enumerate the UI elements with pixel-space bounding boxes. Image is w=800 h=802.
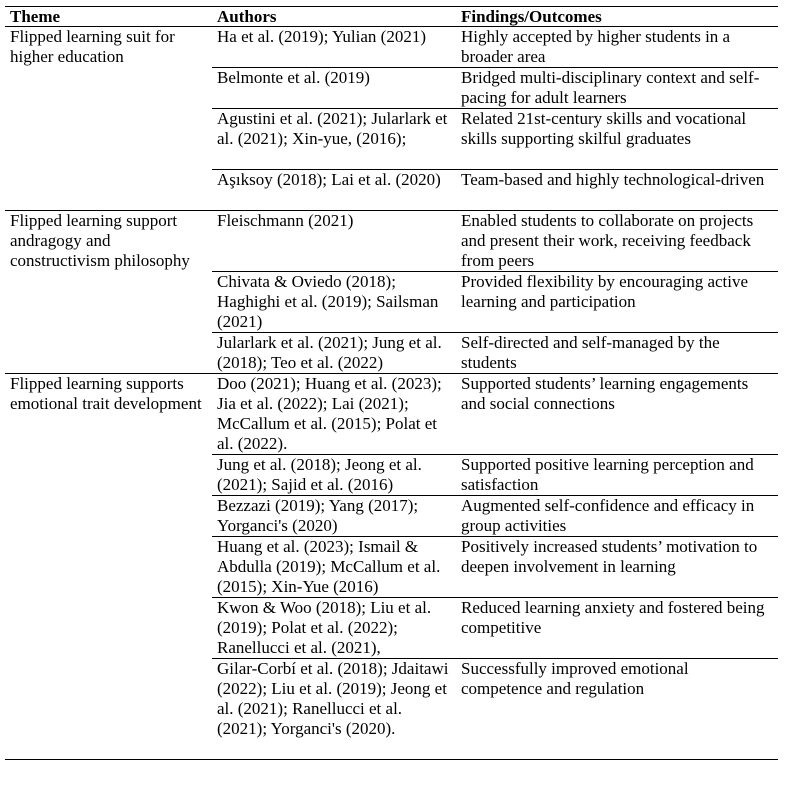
authors-cell: Jung et al. (2018); Jeong et al. (2021); Sajid et al. (2016)	[212, 455, 456, 496]
findings-cell: Bridged multi-disciplinary context and self-pacing for adult learners	[456, 68, 778, 109]
findings-cell: Highly accepted by higher students in a broader area	[456, 27, 778, 68]
literature-table	[5, 6, 778, 760]
findings-cell: Supported students’ learning engagements and social connections	[456, 374, 778, 455]
authors-cell: Aşıksoy (2018); Lai et al. (2020)	[212, 170, 456, 211]
findings-cell: Positively increased students’ motivation to deepen involvement in learning	[456, 537, 778, 598]
findings-cell: Enabled students to collaborate on projects and present their work, receiving feedback from peers	[456, 211, 778, 272]
authors-cell: Belmonte et al. (2019)	[212, 68, 456, 109]
authors-cell: Ha et al. (2019); Yulian (2021)	[212, 27, 456, 68]
findings-cell: Team-based and highly technological-driven	[456, 170, 778, 211]
authors-cell: Agustini et al. (2021); Jularlark et al. (2021); Xin-yue, (2016);	[217, 109, 448, 148]
authors-cell: Huang et al. (2023); Ismail & Abdulla (2019); McCallum et al. (2015); Xin-Yue (2016)	[212, 537, 456, 598]
table-row	[5, 211, 778, 272]
findings-cell: Self-directed and self-managed by the students	[456, 333, 778, 374]
theme-cell: Flipped learning suit for higher education	[10, 27, 175, 66]
theme-cell: Flipped learning supports emotional trait development	[5, 374, 212, 760]
findings-cell: Successfully improved emotional competence and regulation	[456, 659, 778, 760]
authors-cell: Kwon & Woo (2018); Liu et al. (2019); Polat et al. (2022); Ranellucci et al. (2021),	[212, 598, 456, 659]
theme-cell: Flipped learning support andragogy and constructivism philosophy	[5, 211, 212, 374]
findings-cell: Augmented self-confidence and efficacy in group activities	[456, 496, 778, 537]
table-row	[5, 374, 778, 455]
findings-cell: Reduced learning anxiety and fostered being competitive	[456, 598, 778, 659]
header-findings: Findings/Outcomes	[456, 7, 778, 27]
table-header-row	[5, 7, 778, 27]
findings-cell: Supported positive learning perception and satisfaction	[456, 455, 778, 496]
findings-cell: Related 21st-century skills and vocational skills supporting skilful graduates	[456, 109, 778, 170]
findings-cell: Provided flexibility by encouraging active learning and participation	[456, 272, 778, 333]
authors-cell: Jularlark et al. (2021); Jung et al. (2018); Teo et al. (2022)	[212, 333, 456, 374]
header-theme: Theme	[5, 7, 212, 27]
authors-cell: Chivata & Oviedo (2018); Haghighi et al. (2019); Sailsman (2021)	[212, 272, 456, 333]
header-authors: Authors	[212, 7, 456, 27]
authors-cell: Fleischmann (2021)	[212, 211, 456, 272]
table-row	[5, 27, 778, 68]
authors-cell: Gilar-Corbí et al. (2018); Jdaitawi (2022); Liu et al. (2019); Jeong et al. (2021); Ranellucci et al. (2021); Yorganci's (2020).	[212, 659, 456, 760]
authors-cell: Bezzazi (2019); Yang (2017); Yorganci's (2020)	[212, 496, 456, 537]
authors-cell: Doo (2021); Huang et al. (2023); Jia et al. (2022); Lai (2021); McCallum et al. (2015); Polat et al. (2022).	[212, 374, 456, 455]
